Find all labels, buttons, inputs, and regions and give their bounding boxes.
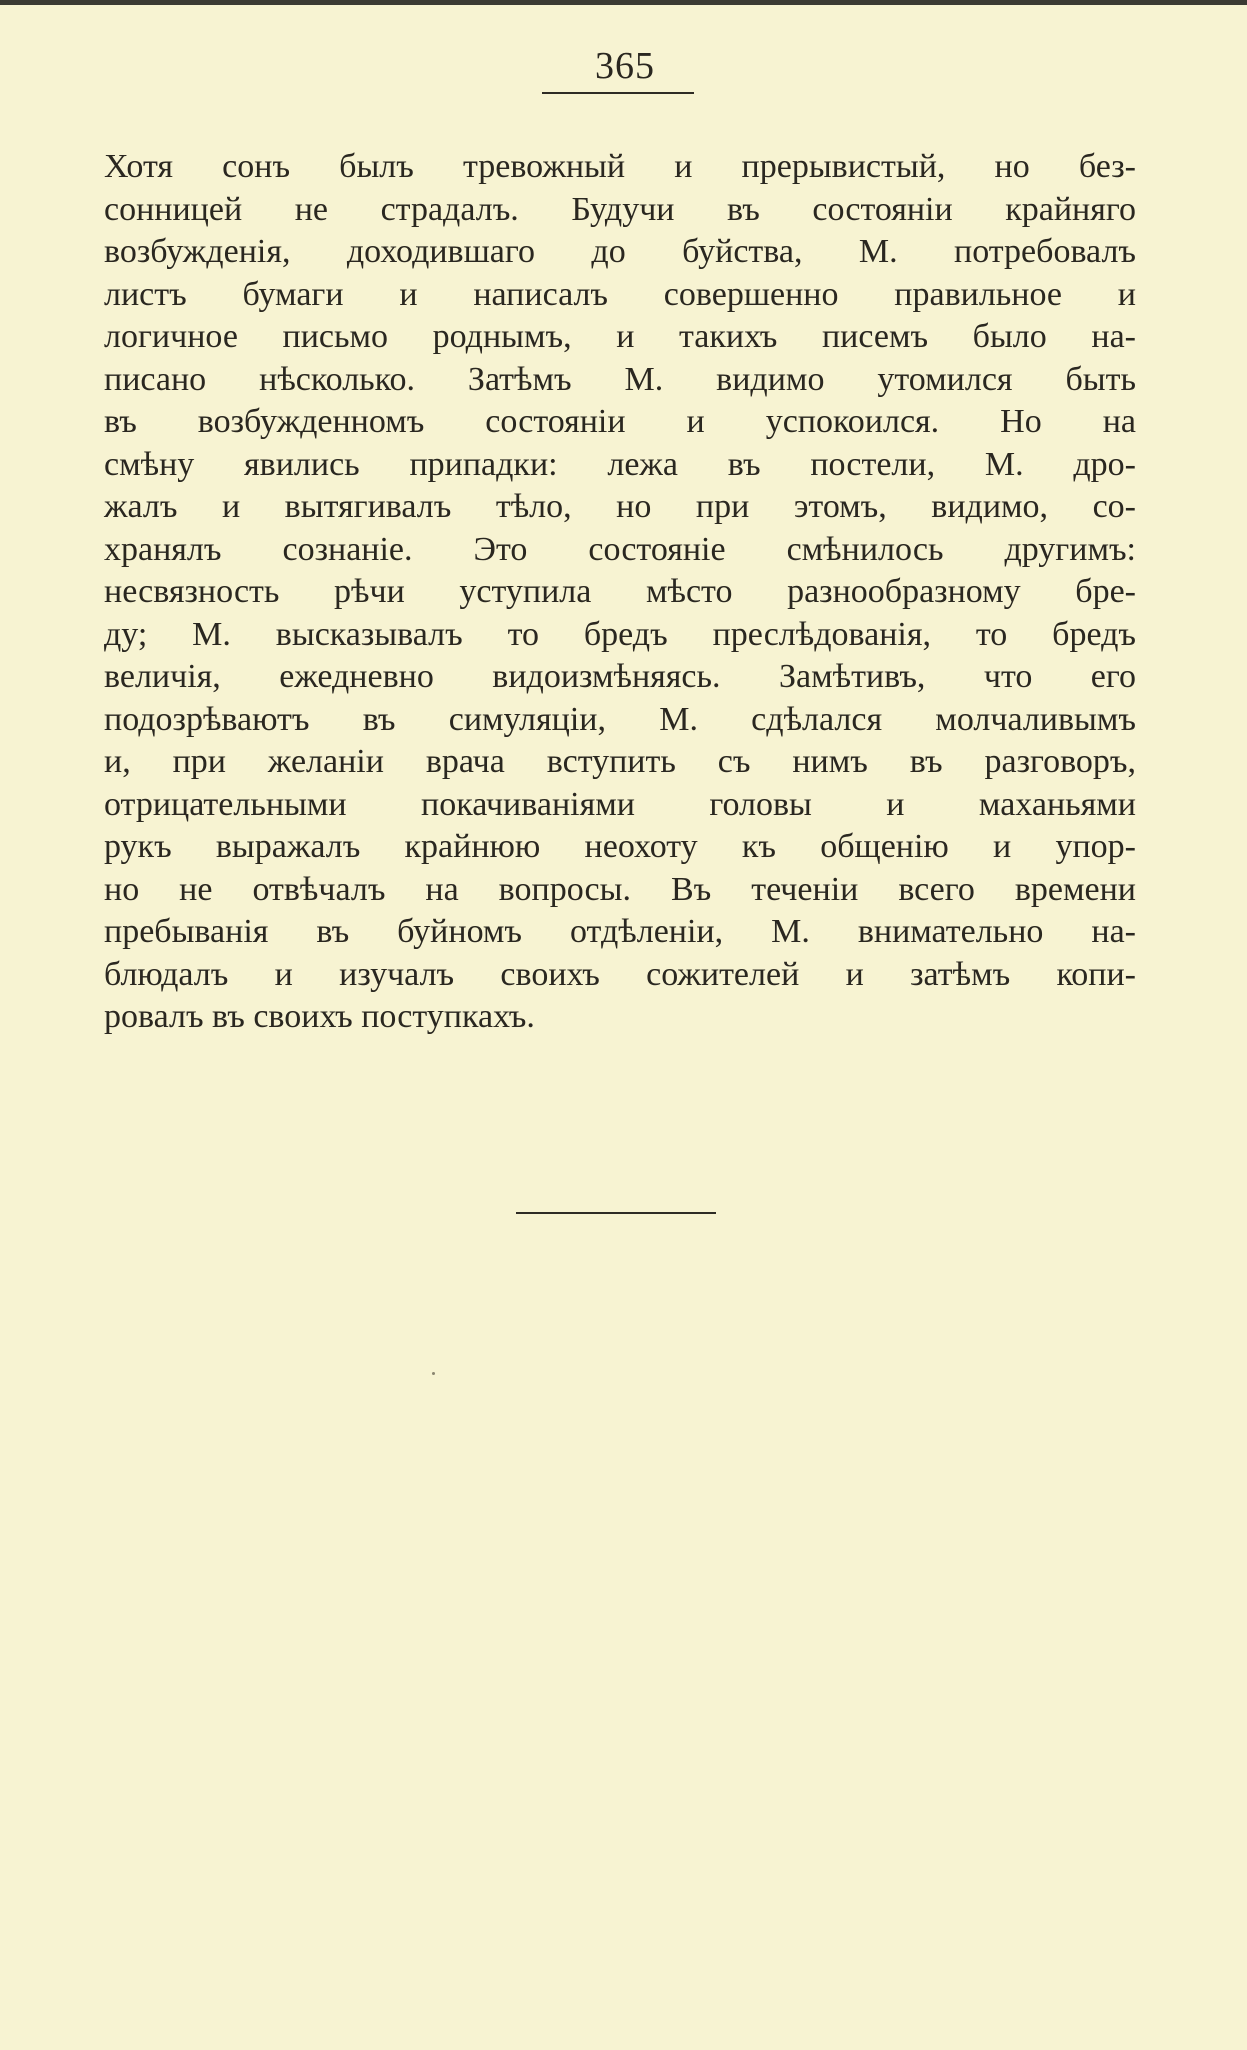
text-line: подозрѣваютъ въ симуляцiи, М. сдѣлался молчаливымъ [104,700,1136,738]
text-line: и, при желанiи врача вступить съ нимъ въ разговоръ, [104,743,1136,780]
text-line: сонницей не страдалъ. Будучи въ состоянiи крайняго [104,190,1136,228]
paper-speck [432,1372,435,1375]
text-line: листъ бумаги и написалъ совершенно правильное и [104,275,1136,313]
text-line: но не отвѣчалъ на вопросы. Въ теченiи всего времени [104,870,1136,908]
text-line: возбужденiя, доходившаго до буйства, М. потребовалъ [104,233,1136,270]
text-line: несвязность рѣчи уступила мѣсто разнообразному бре- [104,573,1136,610]
text-line: отрицательными покачиванiями головы и маханьями [104,785,1136,823]
text-line: жалъ и вытягивалъ тѣло, но при этомъ, видимо, со- [104,488,1136,525]
text-line: хранялъ сознанiе. Это состоянiе смѣнилось другимъ: [104,530,1136,568]
text-line: рукъ выражалъ крайнюю неохоту къ общенiю и упор- [104,828,1136,865]
text-line: блюдалъ и изучалъ своихъ сожителей и затѣмъ копи- [104,955,1136,993]
section-end-rule [516,1212,716,1214]
page-number-underline [542,92,694,94]
text-line: въ возбужденномъ состоянiи и успокоился. Но на [104,403,1136,440]
text-line: величiя, ежедневно видоизмѣняясь. Замѣтивъ, что его [104,658,1136,695]
text-line: логичное письмо роднымъ, и такихъ писемъ было на- [104,318,1136,355]
text-line: Хотя сонъ былъ тревожный и прерывистый, но без- [104,148,1136,185]
body-paragraph [104,146,1136,1039]
text-line: ду; М. высказывалъ то бредъ преслѣдованiя, то бредъ [104,615,1136,653]
page-number: 365 [595,45,655,87]
text-line: смѣну явились припадки: лежа въ постели, М. дро- [104,445,1136,483]
text-line: писано нѣсколько. Затѣмъ М. видимо утомился быть [104,360,1136,398]
text-line: ровалъ въ своихъ поступкахъ. [104,998,535,1035]
text-line: пребыванiя въ буйномъ отдѣленiи, М. внимательно на- [104,913,1136,950]
page-top-edge [0,0,1247,5]
